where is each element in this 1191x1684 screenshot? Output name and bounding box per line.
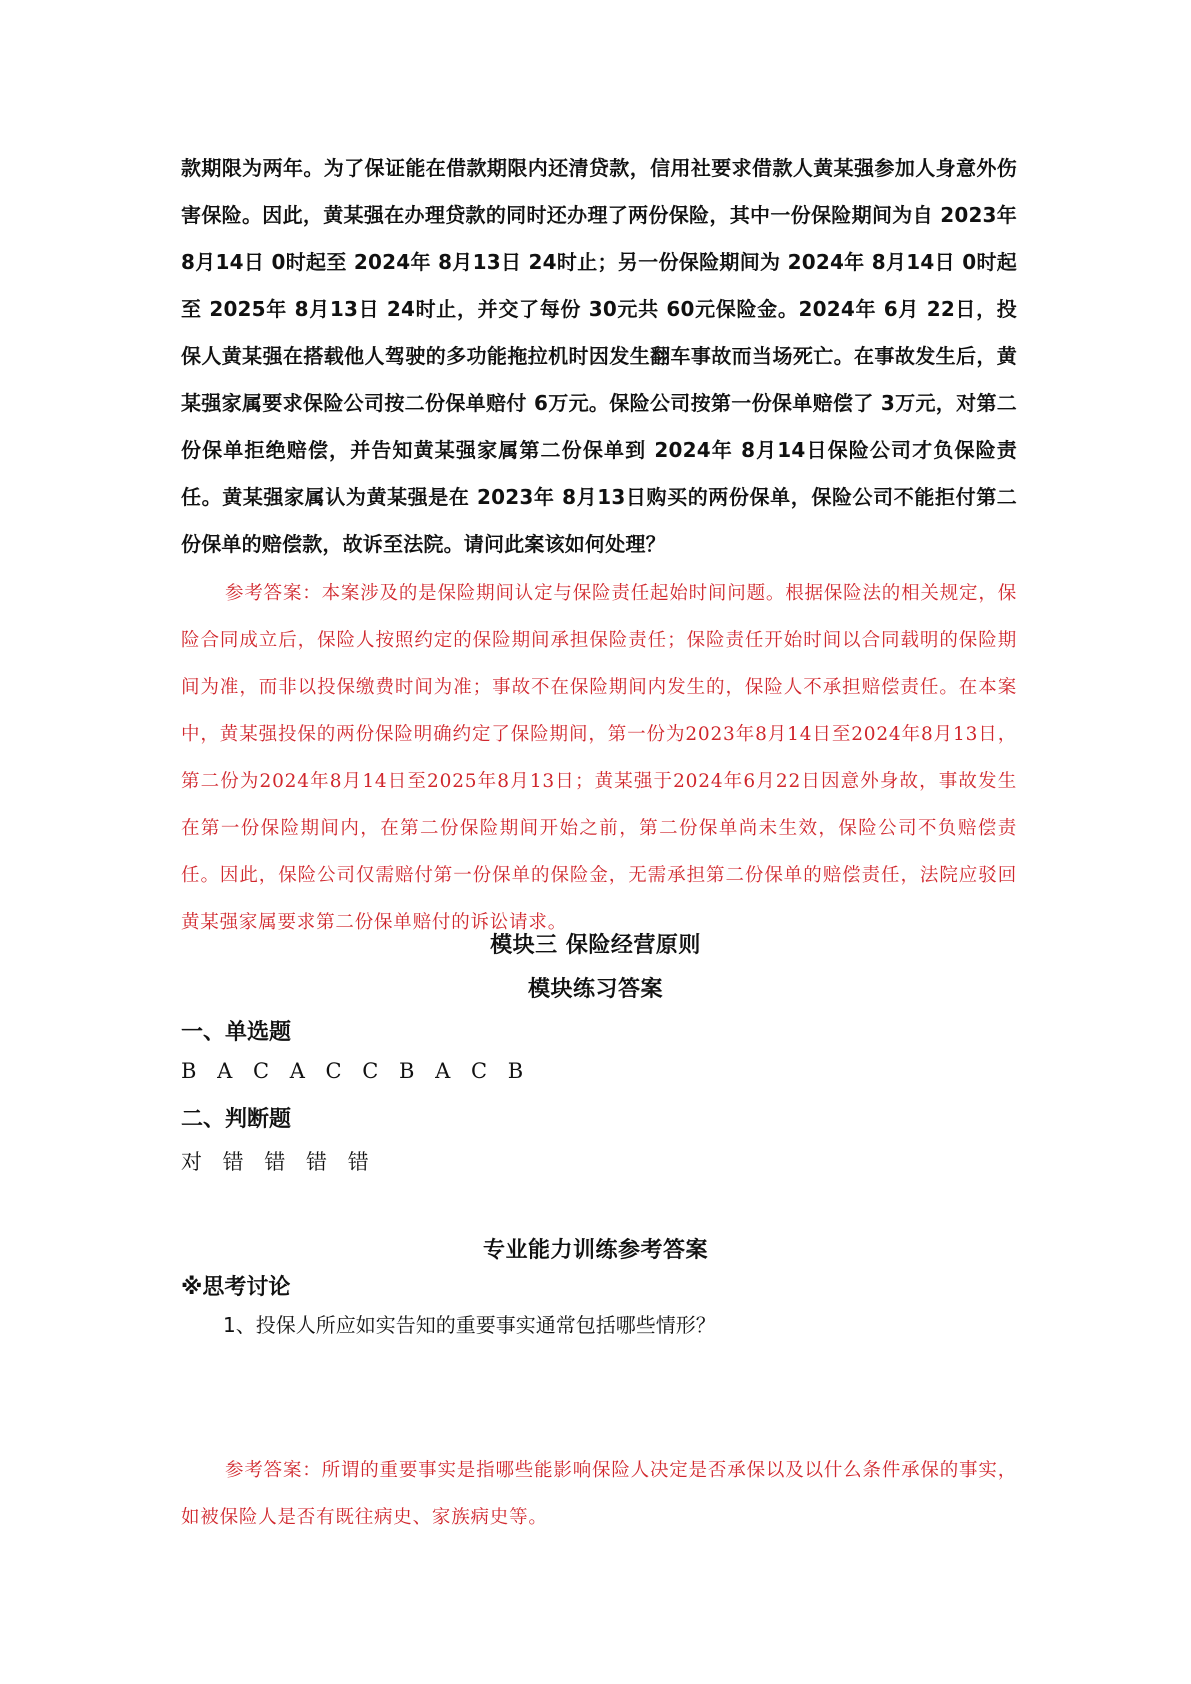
case-reference-answer: 参考答案：本案涉及的是保险期间认定与保险责任起始时间问题。根据保险法的相关规定，保险合同成立后，保险人按照约定的保险期间承担保险责任；保险责任开始时间以合同载明的保险期间为准，而非以投保缴费时间为准；事故不在保险期间内发生的，保险人不承担赔偿责任。在本案中，黄某强投保的两份保险明确约定了保险期间，第一份为2023年8月14日至2024年8月13日，第二份为2024年8月14日至2025年8月13日；黄某强于2024年6月22日因意外身故，事故发生在第一份保险期间内，在第二份保险期间开始之前，第二份保单尚未生效，保险公司不负赔偿责任。因此，保险公司仅需赔付第一份保单的保险金，无需承担第二份保单的赔偿责任，法院应驳回黄某强家属要求第二份保单赔付的诉讼请求。: [181, 583, 1017, 933]
module-subtitle: 模块练习答案: [527, 977, 663, 1002]
discussion-reference-answer: 参考答案：所谓的重要事实是指哪些能影响保险人决定是否承保以及以什么条件承保的事实，如被保险人是否有既往病史、家族病史等。: [181, 1460, 1017, 1528]
single-choice-answers: B A C A C C B A C B: [181, 1059, 531, 1083]
discussion-question: 1、投保人所应如实告知的重要事实通常包括哪些情形？: [223, 1313, 716, 1337]
true-false-answers: 对 错 错 错 错: [181, 1150, 376, 1174]
single-choice-heading: 一、单选题: [181, 1020, 292, 1045]
module-title: 模块三 保险经营原则: [490, 933, 701, 958]
case-paragraph: 款期限为两年。为了保证能在借款期限内还清贷款，信用社要求借款人黄某强参加人身意外伤害保险。因此，黄某强在办理贷款的同时还办理了两份保险，其中一份保险期间为自 2023年 8月14日 0时起至 2024年 8月13日 24时止；另一份保险期间为 2024年 8月14日 0时起至 2025年 8月13日 24时止，并交了每份 30元共 60元保险金。2024年 6月 22日，投保人黄某强在搭载他人驾驶的多功能拖拉机时因发生翻车事故而当场死亡。在事故发生后，黄某强家属要求保险公司按二份保单赔付 6万元。保险公司按第一份保单赔偿了 3万元，对第二份保单拒绝赔偿，并告知黄某强家属第二份保单到 2024年 8月14日保险公司才负保险责任。黄某强家属认为黄某强是在 2023年 8月13日购买的两份保单，保险公司不能拒付第二份保单的赔偿款，故诉至法院。请问此案该如何处理？: [181, 156, 1017, 556]
discussion-heading: ※思考讨论: [181, 1275, 291, 1300]
true-false-heading: 二、判断题: [181, 1107, 292, 1132]
training-title: 专业能力训练参考答案: [482, 1238, 708, 1263]
